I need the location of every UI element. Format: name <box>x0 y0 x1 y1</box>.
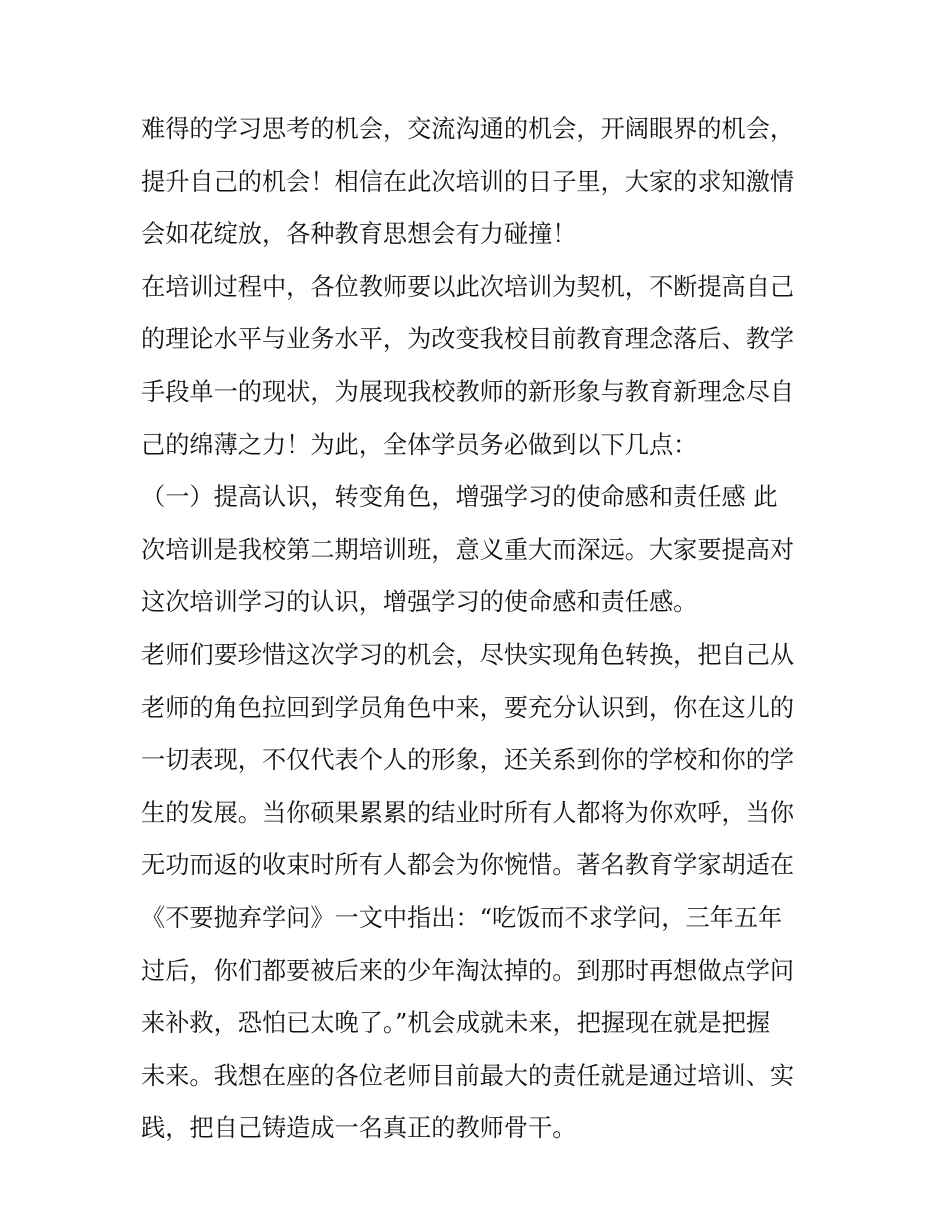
text-line: 过后，你们都要被后来的少年淘汰掉的。到那时再想做点学问 <box>141 956 795 985</box>
text-line: 生的发展。当你硕果累累的结业时所有人都将为你欢呼，当你 <box>141 798 795 827</box>
text-line: 会如花绽放，各种教育思想会有力碰撞！ <box>141 220 577 249</box>
text-line: 老师的角色拉回到学员角色中来，要充分认识到，你在这儿的 <box>141 693 795 722</box>
text-line: 在培训过程中，各位教师要以此次培训为契机，不断提高自己 <box>141 272 795 301</box>
text-line: 践，把自己铸造成一名真正的教师骨干。 <box>141 1114 577 1143</box>
text-line: （一）提高认识，转变角色，增强学习的使命感和责任感 此 <box>141 483 778 512</box>
text-line: 次培训是我校第二期培训班，意义重大而深远。大家要提高对 <box>141 535 795 564</box>
text-line: 一切表现，不仅代表个人的形象，还关系到你的学校和你的学 <box>141 746 795 775</box>
text-line: 来补救，恐怕已太晚了。”机会成就未来，把握现在就是把握 <box>141 1009 771 1038</box>
text-line: 的理论水平与业务水平，为改变我校目前教育理念落后、教学 <box>141 325 795 354</box>
text-line: 提升自己的机会！相信在此次培训的日子里，大家的求知激情 <box>141 167 795 196</box>
text-line: 老师们要珍惜这次学习的机会，尽快实现角色转换，把自己从 <box>141 640 795 669</box>
document-body <box>141 103 821 1155</box>
text-line: 难得的学习思考的机会，交流沟通的机会，开阔眼界的机会， <box>141 115 795 143</box>
text-line: 手段单一的现状，为展现我校教师的新形象与教育新理念尽自 <box>141 377 795 406</box>
text-line: 《不要抛弃学问》一文中指出：“吃饭而不求学问，三年五年 <box>141 903 783 932</box>
text-line: 这次培训学习的认识，增强学习的使命感和责任感。 <box>141 588 698 617</box>
text-line: 未来。我想在座的各位老师目前最大的责任就是通过培训、实 <box>141 1061 795 1090</box>
text-line: 己的绵薄之力！为此，全体学员务必做到以下几点： <box>141 430 698 459</box>
text-line: 无功而返的收束时所有人都会为你惋惜。著名教育学家胡适在 <box>141 851 795 880</box>
